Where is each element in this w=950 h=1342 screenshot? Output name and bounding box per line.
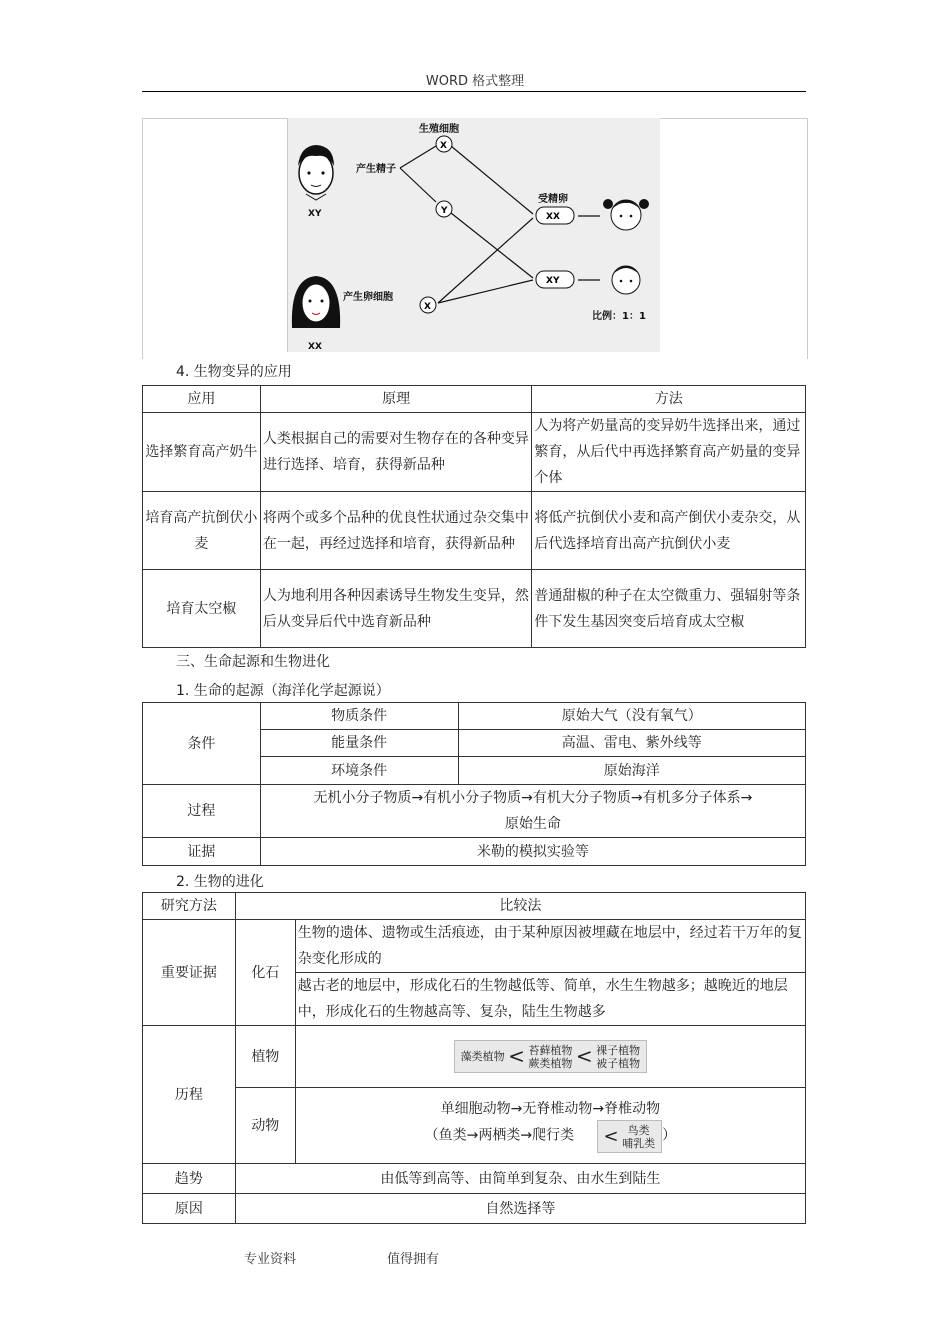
animal-label: 动物 <box>235 1088 295 1164</box>
method-label: 研究方法 <box>143 893 236 920</box>
moss-text: 苔藓植物 <box>528 1043 573 1057</box>
variation-application-table <box>142 385 806 648</box>
plant-tree-cell <box>295 1026 805 1088</box>
sperm-label: 产生精子 <box>356 164 396 175</box>
bird-text: 鸟类 <box>627 1123 650 1137</box>
row-1-method: 人为将产奶量高的变异奶牛选择出来，通过繁育，从后代中再选择繁育高产奶量的变异个体 <box>532 413 806 492</box>
animal-branches <box>622 1123 655 1150</box>
branch-brace-icon: < <box>603 1126 619 1147</box>
sex-determination-figure <box>287 118 660 352</box>
row-1-principle: 人类根据自己的需要对生物存在的各种变异进行选择、培育，获得新品种 <box>260 413 532 492</box>
row-2-principle: 将两个或多个品种的优良性状通过杂交集中在一起，再经过选择和培育，获得新品种 <box>260 492 532 570</box>
x-egg-text: X <box>424 302 431 312</box>
condition-1-key: 物质条件 <box>260 703 458 730</box>
male-face-icon <box>298 145 334 200</box>
row-1-app: 选择繁育高产奶牛 <box>143 413 261 492</box>
row-2-app: 培育高产抗倒伏小麦 <box>143 492 261 570</box>
female-label: XX <box>308 342 322 352</box>
fossil-desc-2: 越古老的地层中，形成化石的生物越低等、简单，水生生物越多；越晚近的地层中，形成化石的生物越高等、复杂，陆生生物越多 <box>295 973 805 1026</box>
section-4-title: 4. 生物变异的应用 <box>176 364 292 380</box>
fern-text: 蕨类植物 <box>528 1057 573 1070</box>
plant-branch-1 <box>528 1043 572 1070</box>
angiosperm-text: 被子植物 <box>596 1057 641 1070</box>
section-3-title: 三、生命起源和生物进化 <box>176 654 330 670</box>
cause-label: 原因 <box>143 1194 236 1224</box>
method-value: 比较法 <box>235 893 805 920</box>
animal-line-1: 单细胞动物→无脊椎动物→脊椎动物 <box>440 1101 661 1117</box>
origin-title: 1. 生命的起源（海洋化学起源说） <box>176 683 390 699</box>
process-line-1: 无机小分子物质→有机小分子物质→有机大分子物质→有机多分子体系→ <box>313 790 753 806</box>
figure-svg <box>288 118 660 352</box>
trend-label: 趋势 <box>143 1164 236 1194</box>
footer-right: 值得拥有 <box>387 1252 440 1267</box>
process-label: 过程 <box>143 785 261 838</box>
zygote-xy-text: XY <box>546 276 560 286</box>
condition-2-value: 高温、雷电、紫外线等 <box>458 730 805 757</box>
process-line-2: 原始生命 <box>504 816 561 832</box>
evidence-value: 米勒的模拟实验等 <box>260 838 805 866</box>
fossil-desc-1: 生物的遗体、遗物或生活痕迹，由于某种原因被埋藏在地层中，经过若干万年的复杂变化形成的 <box>295 920 805 973</box>
animal-line-2 <box>298 1120 803 1153</box>
history-label: 历程 <box>143 1026 236 1164</box>
origin-table <box>142 702 806 866</box>
trend-value: 由低等到高等、由简单到复杂、由水生到陆生 <box>235 1164 805 1194</box>
header-app: 应用 <box>143 386 261 413</box>
cause-value: 自然选择等 <box>235 1194 805 1224</box>
footer-left: 专业资料 <box>244 1252 297 1267</box>
row-3-method: 普通甜椒的种子在太空微重力、强辐射等条件下发生基因突变后培育成太空椒 <box>532 570 806 648</box>
fossil-label: 化石 <box>235 920 295 1026</box>
plant-evolution-tree <box>454 1040 648 1073</box>
evidence-label: 重要证据 <box>143 920 236 1026</box>
y-sperm-text: Y <box>441 206 448 216</box>
row-3-principle: 人为地利用各种因素诱导生物发生变异，然后从变异后代中选育新品种 <box>260 570 532 648</box>
condition-3-key: 环境条件 <box>260 757 458 785</box>
ratio-label: 比例：1：1 <box>592 311 646 322</box>
condition-2-key: 能量条件 <box>260 730 458 757</box>
condition-label: 条件 <box>143 703 261 785</box>
gymnosperm-text: 裸子植物 <box>596 1043 641 1057</box>
evolution-title: 2. 生物的进化 <box>176 874 264 890</box>
plant-branch-2 <box>596 1043 640 1070</box>
condition-3-value: 原始海洋 <box>458 757 805 785</box>
branch-brace-icon: < <box>508 1044 525 1068</box>
animal-line-2-text: （鱼类→两栖类→爬行类 <box>424 1127 575 1144</box>
boy-face-icon <box>612 266 640 294</box>
fertilized-label: 受精卵 <box>538 194 568 205</box>
animal-branch-tree <box>597 1120 663 1153</box>
row-2-method: 将低产抗倒伏小麦和高产倒伏小麦杂交，从后代选择培育出高产抗倒伏小麦 <box>532 492 806 570</box>
page-header: WORD 格式整理 <box>425 74 525 89</box>
header-principle: 原理 <box>260 386 532 413</box>
zygote-xx-text: XX <box>546 212 560 222</box>
process-cell <box>260 785 805 838</box>
plant-root: 藻类植物 <box>460 1050 505 1063</box>
male-label: XY <box>308 209 322 219</box>
female-face-icon <box>292 276 340 328</box>
egg-label: 产生卵细胞 <box>343 292 393 303</box>
condition-1-value: 原始大气（没有氧气） <box>458 703 805 730</box>
mammal-text: 哺乳类 <box>622 1137 656 1150</box>
germ-cell-label: 生殖细胞 <box>419 124 459 135</box>
plant-label: 植物 <box>235 1026 295 1088</box>
evidence-label: 证据 <box>143 838 261 866</box>
girl-face-icon <box>603 199 649 230</box>
animal-close: ） <box>662 1127 677 1144</box>
x-sperm-text: X <box>440 141 447 151</box>
branch-brace-icon: < <box>575 1044 593 1068</box>
header-divider <box>142 91 806 92</box>
evolution-table <box>142 892 806 1224</box>
header-method: 方法 <box>532 386 806 413</box>
row-3-app: 培育太空椒 <box>143 570 261 648</box>
animal-cell <box>295 1088 805 1164</box>
